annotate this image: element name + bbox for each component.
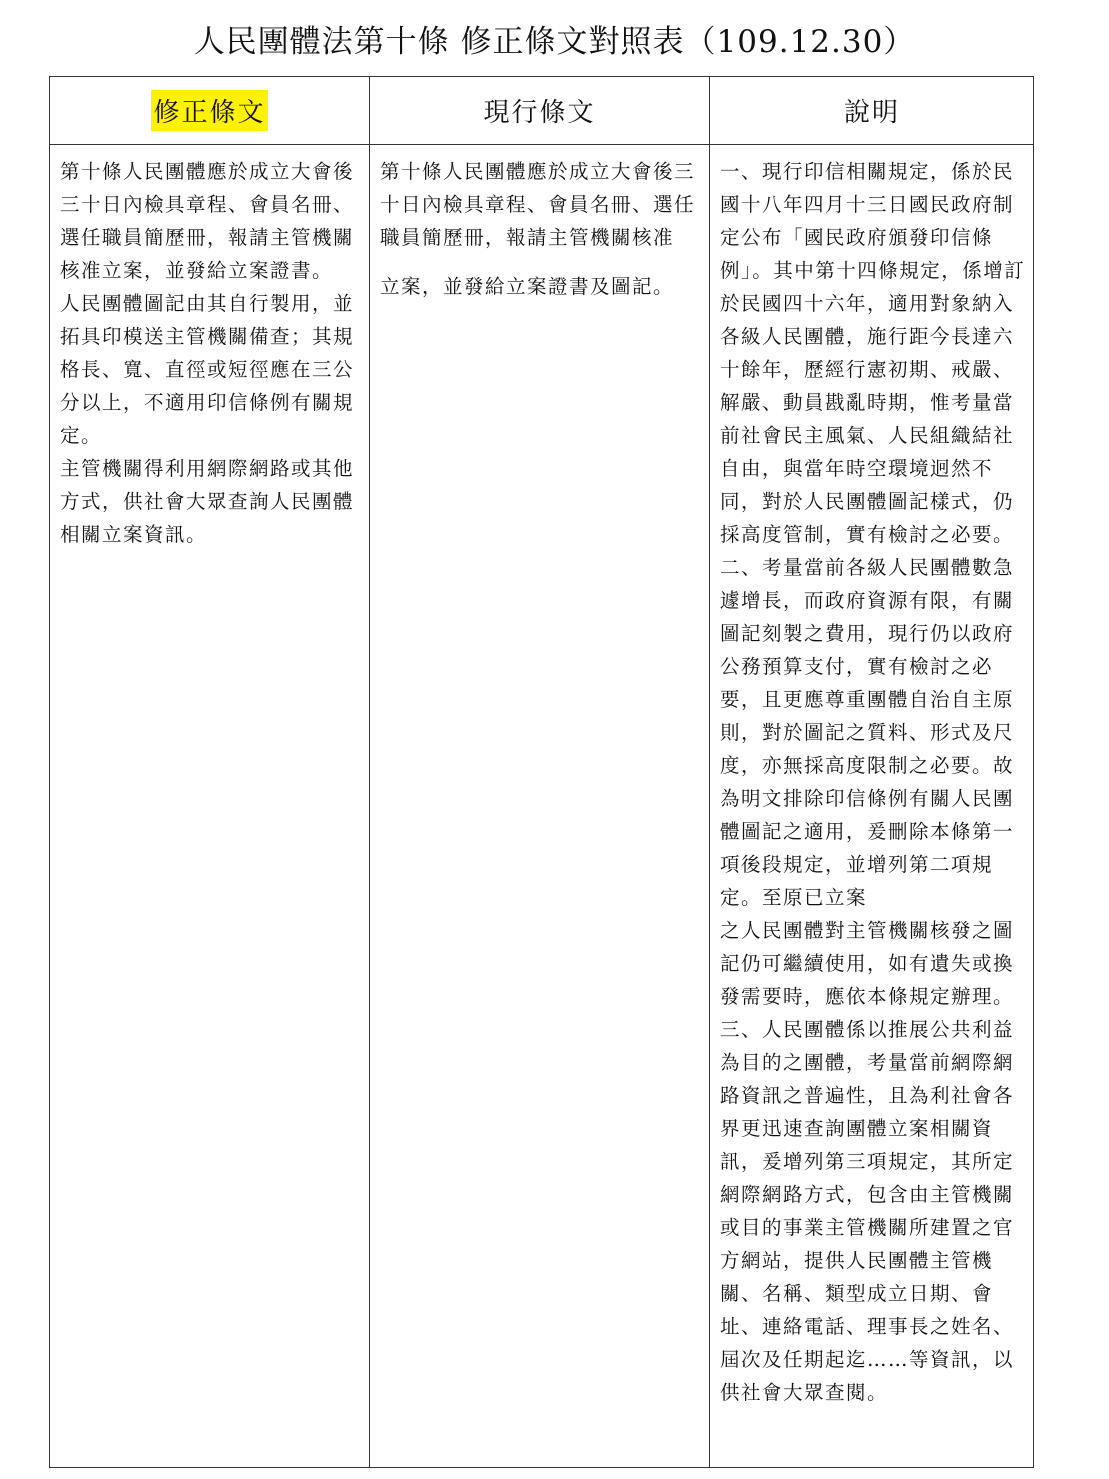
column-divider (709, 77, 710, 1467)
explanation-paragraph-1: 一、現行印信相關規定，係於民國十八年四月十三日國民政府制定公布「國民政府頒發印信條例」。其中第十四條規定，係增訂於民國四十六年，適用對象納入各級人民團體，施行距今長達六十餘年，歷經行憲初期、戒嚴、解嚴、動員戡亂時期，惟考量當前社會民主風氣、人民組織結社自由，與當年時空環境迥然不同，對於人民團體圖記樣式，仍採高度管制，實有檢討之必要。 (720, 160, 1026, 546)
comparison-table (49, 76, 1034, 1468)
current-paragraph-2: 立案，並發給立案證書及圖記。 (380, 275, 675, 298)
header-divider (50, 144, 1033, 145)
page-title: 人民團體法第十條 修正條文對照表（109.12.30） (193, 24, 916, 60)
amended-paragraph-3: 主管機關得利用網際網路或其他方式，供社會大眾查詢人民團體相關立案資訊。 (60, 457, 355, 546)
header-explanation-label: 說明 (843, 98, 900, 128)
explanation-paragraph-2: 二、考量當前各級人民團體數急遽增長，而政府資源有限，有關圖記刻製之費用，現行仍以政府公務預算支付，實有檢討之必要，且更應尊重團體自治自主原則，對於圖記之質料、形式及尺度，亦無採高度限制之必要。故為明文排除印信條例有關人民團體圖記之適用，爰刪除本條第一項後段規定，並增列第二項規定。至原已立案 (720, 556, 1015, 909)
amended-paragraph-1: 第十條人民團體應於成立大會後三十日內檢具章程、會員名冊、選任職員簡歷冊，報請主管機關核准立案，並發給立案證書。 (60, 160, 355, 282)
header-explanation (710, 77, 1034, 144)
explanation-text-cell (720, 155, 1030, 1409)
amended-paragraph-2: 人民團體圖記由其自行製用，並拓具印模送主管機關備查；其規格長、寬、直徑或短徑應在三公分以上，不適用印信條例有關規定。 (60, 292, 355, 447)
amended-text-cell (60, 155, 362, 551)
header-amended (50, 77, 369, 144)
column-divider (369, 77, 370, 1467)
header-current-label: 現行條文 (483, 98, 596, 128)
header-current (370, 77, 709, 144)
explanation-paragraph-3: 之人民團體對主管機關核發之圖記仍可繼續使用，如有遺失或換發需要時，應依本條規定辦理。 (720, 919, 1015, 1008)
explanation-paragraph-4: 三、人民團體係以推展公共利益為目的之團體，考量當前網際網路資訊之普遍性，且為利社會各界更迅速查詢團體立案相關資訊，爰增列第三項規定，其所定網際網路方式，包含由主管機關或目的事業主管機關所建置之官方網站，提供人民團體主管機關、名稱、類型成立日期、會址、連絡電話、理事長之姓名、屆次及任期起迄……等資訊，以供社會大眾查閱。 (720, 1018, 1015, 1404)
current-text-cell (380, 155, 704, 303)
current-paragraph-1: 第十條人民團體應於成立大會後三十日內檢具章程、會員名冊、選任職員簡歷冊，報請主管機關核准 (380, 160, 696, 249)
header-amended-label: 修正條文 (151, 90, 267, 131)
